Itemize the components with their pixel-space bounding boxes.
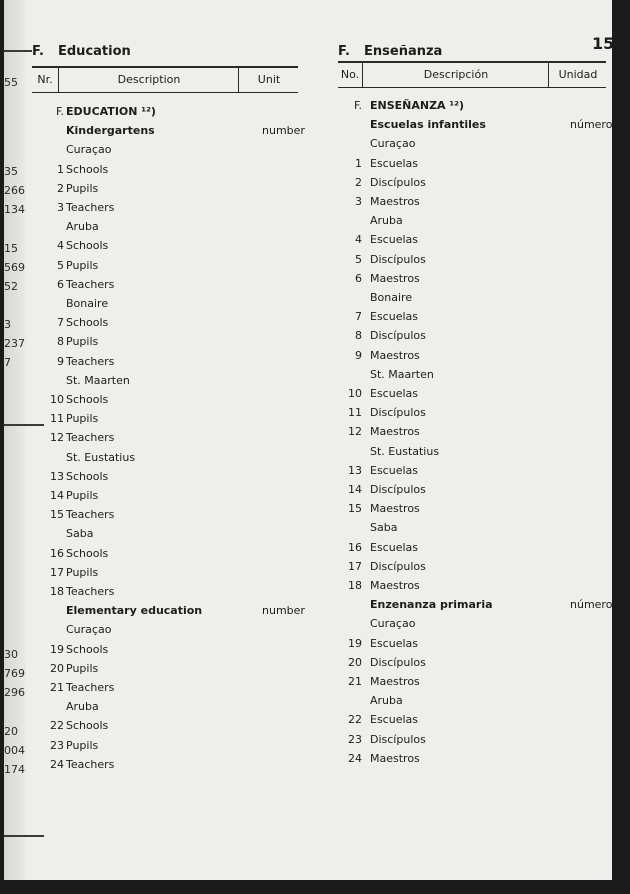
row-number: 21 <box>348 675 362 688</box>
row-description: Discípulos <box>370 252 426 266</box>
row-number: F. <box>55 105 64 118</box>
row-number: 13 <box>50 469 64 483</box>
row-number: 12 <box>50 431 64 445</box>
row-description: Pupils <box>66 412 99 426</box>
margin-number: 52 <box>4 280 18 293</box>
margin-number: 20 <box>4 725 18 738</box>
row-description: Pupils <box>66 181 99 195</box>
row-description: St. Eustatius <box>370 444 440 458</box>
row-description: Escuelas <box>370 463 418 477</box>
row-description: Pupils <box>66 738 99 752</box>
row-number: 3 <box>57 201 64 214</box>
row-description: Schools <box>66 162 109 176</box>
row-description: Schools <box>66 469 109 483</box>
row-description: Escuelas <box>370 310 418 324</box>
row-number: 2 <box>355 175 362 189</box>
row-description: Aruba <box>370 694 403 708</box>
row-description: Schools <box>66 642 109 656</box>
row-description: Curaçao <box>370 617 416 631</box>
row-description: Maestros <box>370 271 420 285</box>
row-number: 1 <box>57 162 64 176</box>
row-unit: número <box>570 598 613 612</box>
row-description: Discípulos <box>370 483 426 496</box>
row-number: 4 <box>355 233 362 247</box>
header-unidad: Unidad <box>548 63 607 87</box>
margin-number: 769 <box>4 667 25 680</box>
row-description: Teachers <box>66 277 115 291</box>
row-description: Pupils <box>66 489 99 502</box>
row-description: Teachers <box>66 354 115 368</box>
row-description: Teachers <box>66 431 115 445</box>
row-number: F. <box>353 99 362 112</box>
row-description: Escuelas <box>370 387 418 400</box>
row-number: 11 <box>348 406 362 420</box>
header-nr: Nr. <box>37 73 53 86</box>
right-table-header <box>338 61 606 88</box>
row-description: EDUCATION ¹²) <box>66 105 156 118</box>
row-number: 3 <box>355 195 362 208</box>
row-unit: número <box>570 118 613 132</box>
row-number: 13 <box>348 463 362 477</box>
row-number: 15 <box>348 502 362 516</box>
row-description: Curaçao <box>66 623 112 637</box>
row-description: Curaçao <box>370 137 416 151</box>
row-number: 20 <box>50 661 64 675</box>
row-description: Teachers <box>66 757 115 771</box>
row-number: 8 <box>57 335 64 349</box>
row-description: Saba <box>66 527 94 541</box>
row-description: Enzenanza primaria <box>370 598 493 612</box>
margin-number: 237 <box>4 337 25 350</box>
row-description: Discípulos <box>370 732 426 746</box>
row-description: Maestros <box>370 195 420 208</box>
row-number: 7 <box>355 310 362 324</box>
row-number: 10 <box>50 393 64 406</box>
binding-mark <box>4 50 32 52</box>
row-number: 19 <box>50 642 64 656</box>
row-description: Schools <box>66 316 109 330</box>
row-description: Aruba <box>66 700 99 714</box>
row-unit: number <box>262 124 305 138</box>
row-description: Teachers <box>66 585 115 598</box>
row-description: Schools <box>66 239 109 253</box>
row-number: 8 <box>355 329 362 343</box>
row-number: 9 <box>57 354 64 368</box>
margin-number: 569 <box>4 261 25 274</box>
row-description: ENSEÑANZA ¹²) <box>370 99 465 112</box>
row-description: Schools <box>66 719 109 733</box>
header-descripcion: Descripción <box>362 63 549 87</box>
row-description: Pupils <box>66 335 99 349</box>
row-number: 17 <box>348 559 362 573</box>
margin-number: 30 <box>4 648 18 661</box>
left-section-title <box>32 44 131 59</box>
left-section-name: Education <box>58 44 131 59</box>
margin-number: 296 <box>4 686 25 699</box>
row-number: 24 <box>50 757 64 771</box>
row-description: Aruba <box>370 214 403 228</box>
row-number: 22 <box>348 713 362 727</box>
header-unit: Unit <box>238 68 299 92</box>
row-number: 1 <box>355 156 362 170</box>
row-number: 18 <box>348 579 362 592</box>
row-description: Saba <box>370 521 398 535</box>
row-description: Maestros <box>370 425 420 439</box>
header-description: Description <box>58 68 239 92</box>
left-table-header <box>32 66 298 93</box>
right-section-letter: F. <box>338 44 350 59</box>
row-number: 15 <box>50 508 64 522</box>
row-description: Escuelas infantiles <box>370 118 486 132</box>
row-description: Pupils <box>66 661 99 675</box>
margin-number: 35 <box>4 165 18 178</box>
row-description: Maestros <box>370 751 420 765</box>
margin-number: 55 <box>4 76 18 89</box>
row-description: St. Maarten <box>370 367 434 381</box>
margin-number: 174 <box>4 763 25 776</box>
row-description: Escuelas <box>370 713 418 727</box>
row-description: Maestros <box>370 502 420 516</box>
row-number: 11 <box>50 412 64 426</box>
binding-mark <box>4 835 44 837</box>
row-number: 16 <box>348 540 362 554</box>
row-number: 14 <box>50 489 64 502</box>
row-number: 7 <box>57 316 64 330</box>
row-description: Schools <box>66 546 109 560</box>
document-page <box>4 0 615 880</box>
margin-number: 004 <box>4 744 25 757</box>
row-description: Aruba <box>66 220 99 234</box>
row-description: Escuelas <box>370 233 418 247</box>
row-number: 22 <box>50 719 64 733</box>
row-description: Escuelas <box>370 540 418 554</box>
row-description: Teachers <box>66 681 115 694</box>
row-number: 2 <box>57 181 64 195</box>
right-section-name: Enseñanza <box>364 44 443 59</box>
row-description: Pupils <box>66 565 99 579</box>
margin-number: 15 <box>4 242 18 255</box>
row-number: 5 <box>57 258 64 272</box>
row-number: 6 <box>57 277 64 291</box>
row-description: Discípulos <box>370 406 426 420</box>
row-number: 23 <box>50 738 64 752</box>
row-number: 18 <box>50 585 64 598</box>
row-number: 20 <box>348 655 362 669</box>
row-unit: number <box>262 604 305 618</box>
row-description: Bonaire <box>370 291 413 304</box>
margin-number: 266 <box>4 184 25 197</box>
row-description: Discípulos <box>370 329 426 343</box>
left-section-letter: F. <box>32 44 44 59</box>
row-number: 14 <box>348 483 362 496</box>
margin-number: 3 <box>4 318 11 331</box>
row-description: Maestros <box>370 675 420 688</box>
row-number: 19 <box>348 636 362 650</box>
row-description: Bonaire <box>66 297 109 310</box>
row-description: Curaçao <box>66 143 112 157</box>
row-description: Teachers <box>66 201 115 214</box>
row-number: 10 <box>348 387 362 400</box>
row-description: Teachers <box>66 508 115 522</box>
row-description: Escuelas <box>370 156 418 170</box>
margin-number: 7 <box>4 356 11 369</box>
row-number: 24 <box>348 751 362 765</box>
row-description: Maestros <box>370 348 420 362</box>
row-description: Kindergartens <box>66 124 155 138</box>
row-number: 23 <box>348 732 362 746</box>
row-description: Discípulos <box>370 655 426 669</box>
row-number: 9 <box>355 348 362 362</box>
margin-number: 134 <box>4 203 25 216</box>
binding-mark <box>4 424 44 426</box>
row-number: 12 <box>348 425 362 439</box>
row-description: Schools <box>66 393 109 406</box>
row-number: 17 <box>50 565 64 579</box>
row-number: 16 <box>50 546 64 560</box>
row-number: 6 <box>355 271 362 285</box>
row-number: 21 <box>50 681 64 694</box>
right-section-title <box>338 44 442 59</box>
row-description: Elementary education <box>66 604 203 618</box>
row-description: St. Maarten <box>66 373 130 387</box>
row-description: Escuelas <box>370 636 418 650</box>
page-number: 15 <box>592 34 615 53</box>
row-description: Pupils <box>66 258 99 272</box>
row-description: Discípulos <box>370 175 426 189</box>
row-number: 4 <box>57 239 64 253</box>
row-description: St. Eustatius <box>66 450 136 464</box>
row-description: Maestros <box>370 579 420 592</box>
row-number: 5 <box>355 252 362 266</box>
row-description: Discípulos <box>370 559 426 573</box>
header-no: No. <box>340 68 360 81</box>
